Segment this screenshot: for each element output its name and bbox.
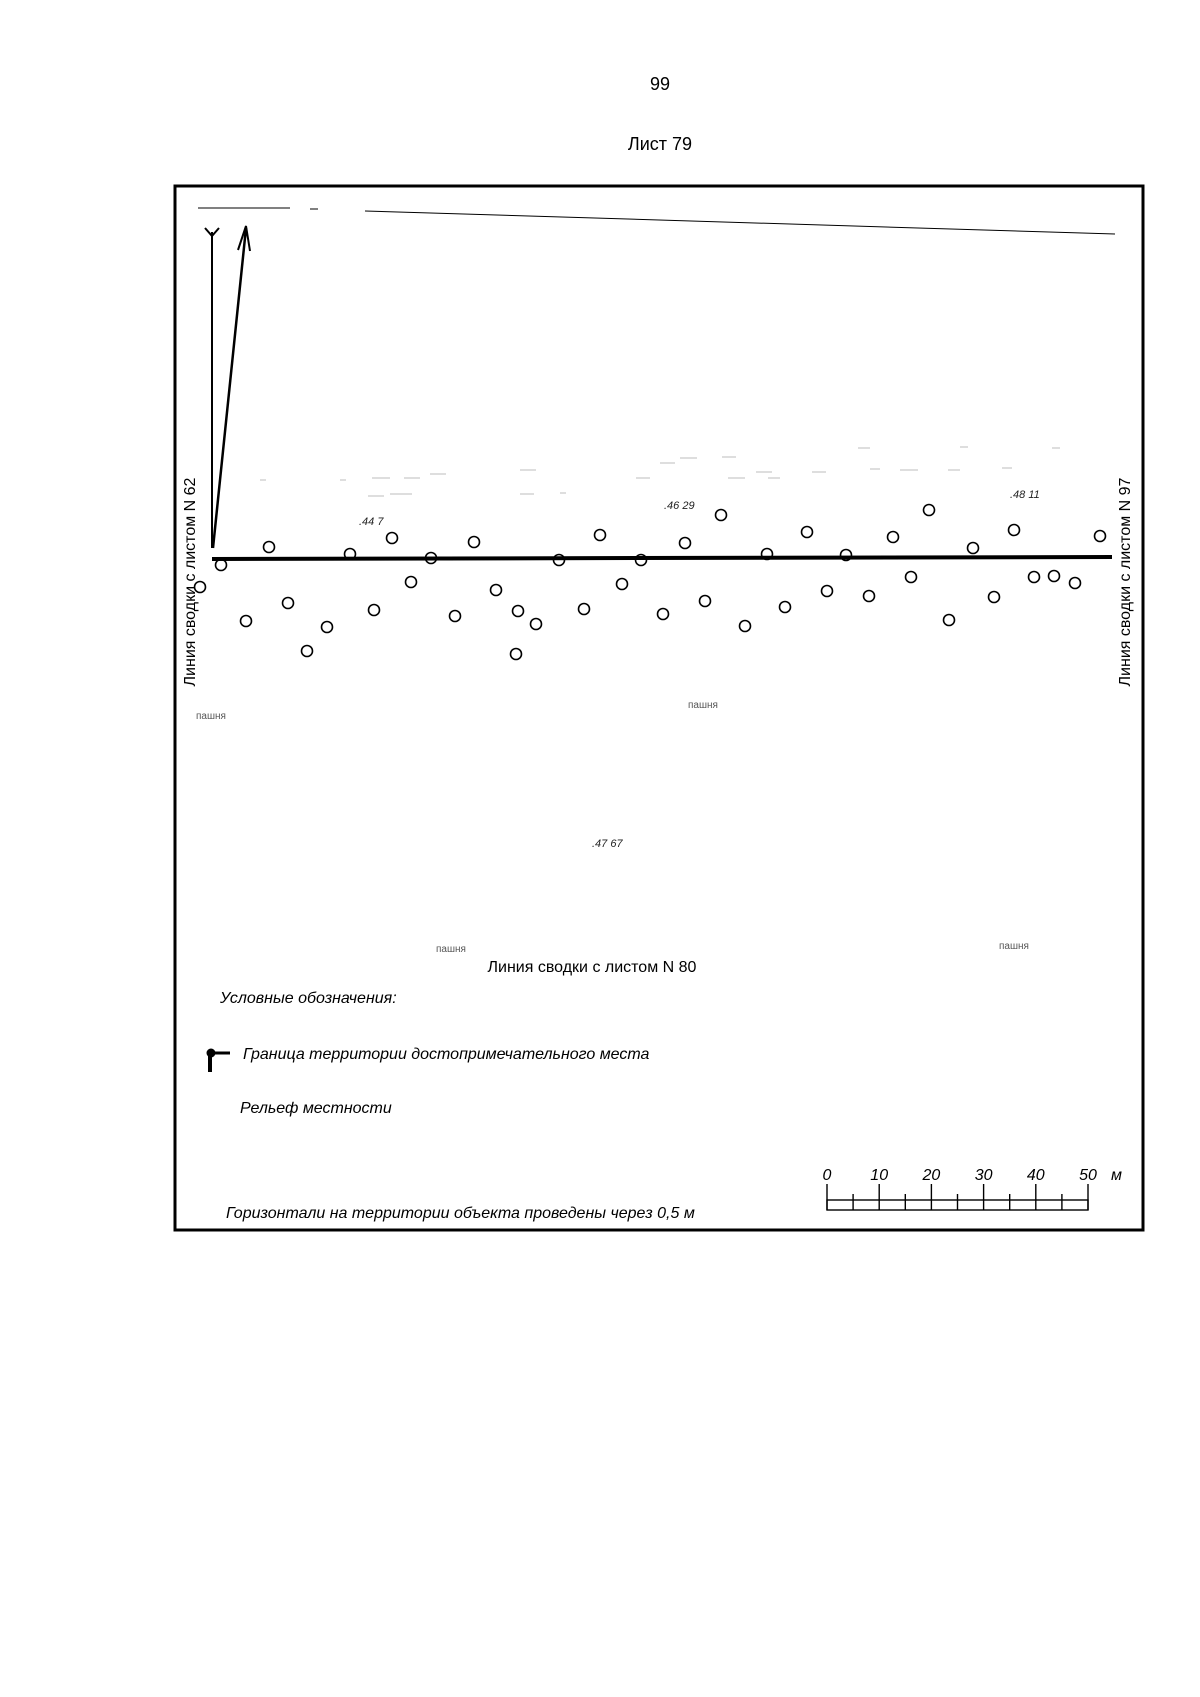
join-label-bottom: Линия сводки с листом N 80 — [487, 959, 697, 976]
sheet-title: Лист 79 — [627, 134, 693, 154]
relief-marker-icon — [1009, 525, 1020, 536]
land-label: пашня — [688, 700, 718, 711]
road-line — [198, 208, 1115, 234]
relief-marker-icon — [216, 560, 227, 571]
page-number: 99 — [649, 74, 671, 94]
relief-marker-icon — [369, 605, 380, 616]
relief-marker-icon — [1049, 571, 1060, 582]
elevation-label: .46 29 — [664, 500, 695, 512]
relief-marker-icon — [680, 538, 691, 549]
relief-marker-icon — [716, 510, 727, 521]
relief-marker-icon — [780, 602, 791, 613]
elevation-label: .48 11 — [1010, 489, 1040, 501]
relief-marker-icon — [450, 611, 461, 622]
relief-marker-icon — [658, 609, 669, 620]
elevation-label: .47 67 — [592, 838, 623, 850]
relief-marker-icon — [241, 616, 252, 627]
relief-marker-icon — [906, 572, 917, 583]
relief-marker-icon — [511, 649, 522, 660]
legend-title: Условные обозначения: — [220, 990, 397, 1007]
relief-marker-icon — [968, 543, 979, 554]
relief-marker-icon — [700, 596, 711, 607]
scale-tick-label: 20 — [922, 1167, 941, 1184]
elevation-labels — [359, 489, 1040, 850]
relief-marker-icon — [595, 530, 606, 541]
relief-marker-icon — [579, 604, 590, 615]
relief-marker-icon — [888, 532, 899, 543]
land-label: пашня — [436, 944, 466, 955]
legend-boundary-label: Граница территории достопримечательного места — [243, 1046, 650, 1063]
boundary-symbol-icon — [207, 1049, 230, 1072]
relief-marker-icon — [1070, 578, 1081, 589]
join-label-right: Линия сводки с листом N 97 — [1117, 477, 1134, 687]
relief-marker-icon — [513, 606, 524, 617]
relief-marker-icon — [283, 598, 294, 609]
elevation-label: .44 7 — [359, 516, 384, 528]
relief-contours — [260, 447, 1060, 496]
relief-marker-icon — [302, 646, 313, 657]
relief-marker-icon — [924, 505, 935, 516]
relief-marker-icon — [469, 537, 480, 548]
legend — [207, 990, 695, 1222]
land-label: пашня — [999, 941, 1029, 952]
relief-marker-icon — [617, 579, 628, 590]
relief-marker-icon — [387, 533, 398, 544]
relief-marker-icon — [822, 586, 833, 597]
join-label-left: Линия сводки с листом N 62 — [182, 477, 199, 687]
relief-marker-icon — [406, 577, 417, 588]
map-frame — [175, 186, 1143, 1230]
scale-tick-label: 0 — [822, 1167, 832, 1184]
scale-tick-label: 30 — [974, 1167, 993, 1184]
relief-marker-icon — [531, 619, 542, 630]
north-arrow — [205, 226, 250, 548]
contour-note: Горизонтали на территории объекта проведены через 0,5 м — [226, 1205, 695, 1222]
relief-marker-icon — [1029, 572, 1040, 583]
relief-marker-icon — [740, 621, 751, 632]
relief-marker-icon — [322, 622, 333, 633]
relief-markers — [195, 505, 1106, 660]
land-labels — [196, 700, 1029, 955]
relief-marker-icon — [944, 615, 955, 626]
relief-marker-icon — [864, 591, 875, 602]
legend-relief-label: Рельеф местности — [240, 1100, 392, 1117]
scale-bar — [823, 1167, 1122, 1210]
relief-marker-icon — [802, 527, 813, 538]
land-label: пашня — [196, 711, 226, 722]
relief-marker-icon — [491, 585, 502, 596]
relief-marker-icon — [264, 542, 275, 553]
relief-marker-icon — [1095, 531, 1106, 542]
scale-tick-label: 40 — [1026, 1167, 1045, 1184]
relief-marker-icon — [989, 592, 1000, 603]
scale-unit: м — [1111, 1167, 1122, 1184]
scale-tick-label: 10 — [870, 1167, 889, 1184]
scale-tick-label: 50 — [1079, 1167, 1097, 1184]
